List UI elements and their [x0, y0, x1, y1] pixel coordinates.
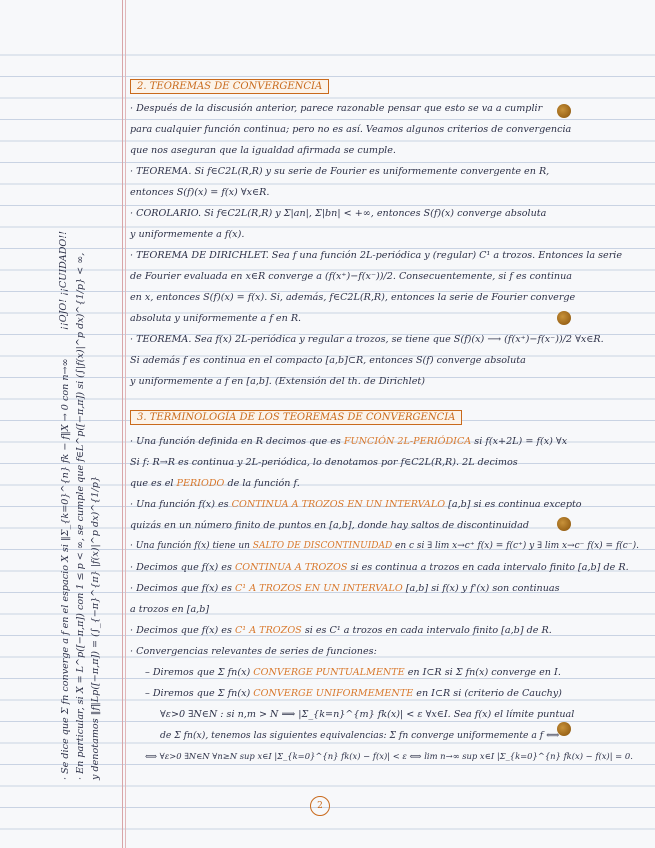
- text-line: a trozos en [a,b]: [130, 604, 210, 615]
- top-margin: [0, 0, 655, 34]
- definition-line: · Decimos que f(x) es C¹ A TROZOS si es C¹ a trozos en cada intervalo finito [a,b] de R.: [130, 625, 552, 636]
- text-line: para cualquier función continua; pero no es así. Veamos algunos criterios de convergencia: [130, 124, 572, 135]
- definition-line: · Una función f(x) tiene un SALTO DE DISCONTINUIDAD en c si ∃ lim x→c⁺ f(x) = f(c⁺) y ∃ lim x→c⁻ f(x) = f(c⁻).: [130, 541, 639, 551]
- page-number: 2: [310, 796, 330, 816]
- definition-line: · Una función definida en R decimos que es FUNCIÓN 2L-PERIÓDICA si f(x+2L) = f(x) ∀x: [130, 436, 568, 447]
- text-line: · Convergencias relevantes de series de funciones:: [130, 646, 377, 657]
- margin-warning: ¡¡OJO! ¡¡CUIDADO!!: [58, 230, 69, 330]
- theorem-line: · TEOREMA. Si f∈C2L(R,R) y su serie de Fourier es uniformemente convergente en R,: [130, 166, 550, 177]
- text-line: y uniformemente a f(x).: [130, 229, 245, 240]
- text-line: · Después de la discusión anterior, parece razonable pensar que esto se va a cumplir: [130, 103, 543, 114]
- text-line: que nos aseguran que la igualdad afirmada se cumple.: [130, 145, 396, 156]
- text-line: Si además f es continua en el compacto [a,b]⊂R, entonces S(f) converge absoluta: [130, 355, 526, 366]
- definition-line: · Una función f(x) es CONTINUA A TROZOS EN UN INTERVALO [a,b] si es continua excepto: [130, 499, 582, 510]
- section-3-title: 3. TERMINOLOGÍA DE LOS TEOREMAS DE CONVERGENCIA: [130, 410, 462, 425]
- margin-line-2: · En particular, si X = L^p([−π,π]) con 1 ≤ p < ∞, se cumple que f∈L^p([−π,π]) si (∫|f(x)|^p dx)^{1/p} < ∞,: [75, 252, 86, 780]
- theorem-line: · TEOREMA. Sea f(x) 2L-periódica y regular a trozos, se tiene que S(f)(x) ⟶ (f(x⁺)−f(x⁻))/2 ∀x∈R.: [130, 334, 604, 345]
- text-line: ⟺ ∀ε>0 ∃N∈N ∀n≥N sup x∈I |Σ_{k=0}^{n} fk(x) − f(x)| < ε ⟺ lim n→∞ sup x∈I |Σ_{k=0}^{n} fk(x) − f(x)| = 0.: [145, 751, 633, 761]
- punch-hole: [557, 311, 571, 325]
- text-line: Si f: R→R es continua y 2L-periódica, lo denotamos por f∈C2L(R,R). 2L decimos: [130, 457, 518, 468]
- text-line: y uniformemente a f en [a,b]. (Extensión del th. de Dirichlet): [130, 376, 426, 387]
- text-line: entonces S(f)(x) = f(x) ∀x∈R.: [130, 187, 270, 198]
- definition-line: – Diremos que Σ fn(x) CONVERGE PUNTUALMENTE en I⊂R si Σ fn(x) converge en I.: [145, 667, 561, 678]
- definition-line: – Diremos que Σ fn(x) CONVERGE UNIFORMEMENTE en I⊂R si (criterio de Cauchy): [145, 688, 562, 699]
- text-line: que es el PERIODO de la función f.: [130, 478, 300, 489]
- dirichlet-line: · TEOREMA DE DIRICHLET. Sea f una función 2L-periódica y (regular) C¹ a trozos. Entonces la serie: [130, 250, 623, 261]
- definition-line: · Decimos que f(x) es C¹ A TROZOS EN UN INTERVALO [a,b] si f(x) y f'(x) son continuas: [130, 583, 560, 594]
- text-line: de Fourier evaluada en x∈R converge a (f(x⁺)−f(x⁻))/2. Consecuentemente, si f es continua: [130, 271, 572, 282]
- text-line: en x, entonces S(f)(x) = f(x). Si, además, f∈C2L(R,R), entonces la serie de Fourier converge: [130, 292, 576, 303]
- section-2-title: 2. TEOREMAS DE CONVERGENCIA: [130, 79, 329, 94]
- text-line: quizás en un número finito de puntos en [a,b], donde hay saltos de discontinuidad: [130, 520, 530, 531]
- margin-line-3: y denotamos ‖f‖Lp([−π,π]) = (∫_{−π}^{π} |f(x)|^p dx)^{1/p}: [90, 476, 101, 780]
- text-line: de Σ fn(x), tenemos las siguientes equivalencias: Σ fn converge uniformemente a f ⟺: [160, 730, 560, 741]
- text-line: absoluta y uniformemente a f en R.: [130, 313, 302, 324]
- text-line: ∀ε>0 ∃N∈N : si n,m > N ⟹ |Σ_{k=n}^{m} fk(x)| < ε ∀x∈I. Sea f(x) el límite puntual: [160, 709, 575, 720]
- definition-line: · Decimos que f(x) es CONTINUA A TROZOS si es continua a trozos en cada intervalo finito [a,b] de R.: [130, 562, 629, 573]
- punch-hole: [557, 517, 571, 531]
- punch-hole: [557, 104, 571, 118]
- corollary-line: · COROLARIO. Si f∈C2L(R,R) y Σ|an|, Σ|bn| < +∞, entonces S(f)(x) converge absoluta: [130, 208, 547, 219]
- margin-line-1: · Se dice que Σ fn converge a f en el espacio X si ‖Σ_{k=0}^{n} fk − f‖X → 0 con n→∞: [60, 358, 71, 780]
